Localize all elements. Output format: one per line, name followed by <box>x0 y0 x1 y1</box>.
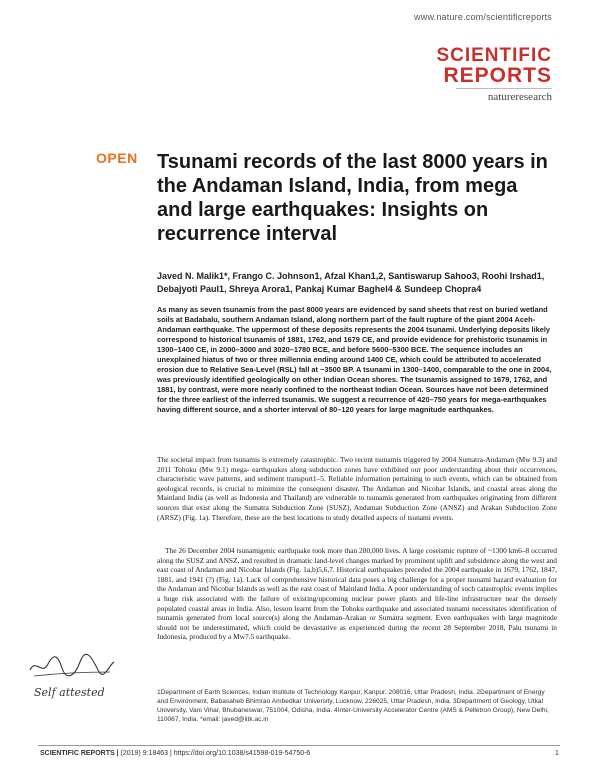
body-paragraph-2: The 26 December 2004 tsunamigenic earthquake took more than 280,000 lives. A large coseismic rupture of ~1300 km6–8 occurred along the SUSZ and ANSZ, and resulted in dramatic land-level changes marked by prominent uplift and subsidence along the west and east coast of Andaman and Nicobar Islands (Fig. 1a,b)5,6,7. Historical earthquakes preceded the 2004 earthquake in 1679, 1762, 1847, 1881, and 1941 (?) (Fig. 1a). Lack of comprehensive historical data poses a big challenge for a proper tsunami hazard evaluation for the Andaman and Nicobar Islands as well as the east coast of Mainland India. A poor understanding of such catastrophic events implies a huge risk associated with the failure of existing/upcoming nuclear power plants and life-line infrastructure near the densely populated coastal areas in India. Also, lesson learnt from the Tohoku earthquake and associated tsunami necessitates identification of tsunamis generated from local source(s) along the Andaman-Arakan or Sumatra segment. Even earthquakes with large magnitude should not be underestimated, which could be devastative as experienced during the recent 28 September 2018, Palu tsunami in Indonesia, produced by a Mw7.5 earthquake. <box>157 546 557 642</box>
body-paragraph-1: The societal impact from tsunamis is extremely catastrophic. Two recent tsunamis triggered by 2004 Sumatra-Andaman (Mw 9.3) and 2011 Tohoku (Mw 9.1) mega- earthquakes along subduction zones have exhibited our poor understanding about their occurrences, characteristic wave patterns, and sediment transport1–5. Reliable information pertaining to such events, which can be obtained from geological records, is crucial to minimize the consequent disaster. The Andaman and Nicobar Islands, and coastal areas along the Mainland India (as well as Indonesia and Thailand) are vulnerable to tsunamis generated from earthquakes originating from different sources that exist along the Sumatra Subduction Zone (SUSZ), Andaman Subduction Zone (ANSZ) and Arakan Subduction Zone (ARSZ) (Fig. 1a). Therefore, these are the best locations to study detailed aspects of tsunami events. <box>157 455 557 522</box>
author-list[interactable]: Javed N. Malik1*, Frango C. Johnson1, Afzal Khan1,2, Santiswarup Sahoo3, Roohi Irshad1, Debajyoti Paul1, Shreya Arora1, Pankaj Kumar Baghel4 & Sundeep Chopra4 <box>157 271 545 294</box>
handwritten-signature <box>22 648 122 708</box>
footer-journal: SCIENTIFIC REPORTS | <box>40 750 119 757</box>
brand-divider <box>456 88 552 89</box>
page-number: 1 <box>555 750 559 757</box>
journal-url[interactable]: www.nature.com/scientificreports <box>414 12 552 22</box>
brand-natureresearch: natureresearch <box>487 91 552 103</box>
brand-scientific: SCIENTIFIC <box>436 45 552 66</box>
abstract: As many as seven tsunamis from the past 8000 years are evidenced by sand sheets that rest on buried wetland soils at Badabalu, southern Andaman Island, along northern part of the fault rupture of the giant 2004 Aceh-Andaman earthquake. The uppermost of these deposits represents the 2004 tsunami. Underlying deposits likely correspond to historical tsunamis of 1881, 1762, and 1679 CE, and provide evidence for prehistoric tsunamis in 1300–1400 CE, in 2000–3000 and 3020–1780 BCE, and before 5600–5300 BCE. The sequence includes an unexplained hiatus of two or three millennia ending around 1400 CE, which could be attributed to accelerated erosion due to Relative Sea-Level (RSL) fall at ~3500 BP. A tsunami in 1300–1400, comparable to the one in 2004, was previously identified geologically on other Indian Ocean shores. The tsunamis assigned to 1679, 1762, and 1881, by contrast, were more nearly confined to the northeast Indian Ocean. Sources have not been determined for the three earliest of the inferred tsunamis. We suggest a recurrence of 420–750 years for mega-earthquakes having different source, and a shorter interval of 80–120 years for large magnitude earthquakes. <box>157 305 552 414</box>
page-footer <box>40 750 559 757</box>
open-access-label: OPEN <box>96 150 138 166</box>
footer-divider <box>38 745 560 746</box>
footer-citation[interactable]: (2019) 9:18463 | https://doi.org/10.1038/s41598-019-54750-6 <box>120 750 311 757</box>
affiliations: 1Department of Earth Sciences, Indian Institute of Technology Kanpur, Kanpur, 208016, Uttar Pradesh, India. 2Department of Energy and Environment, Babasaheb Bhimrao Ambedkar University, Lucknow, 226025, Uttar Pradesh, India. 3Department of Geology, Utkal University, Vani Vihar, Bhubaneswar, 751004, Odisha, India. 4Inter-University Accelerator Centre (AMS & Pelletron Group), New Delhi, 110067, India. *email: javed@iitk.ac.in <box>157 689 549 723</box>
brand-reports: REPORTS <box>443 64 552 87</box>
article-title: Tsunami records of the last 8000 years in the Andaman Island, India, from mega and large earthquakes: Insights on recurrence interval <box>157 151 548 245</box>
signature-self-attested: Self attested <box>34 686 105 699</box>
